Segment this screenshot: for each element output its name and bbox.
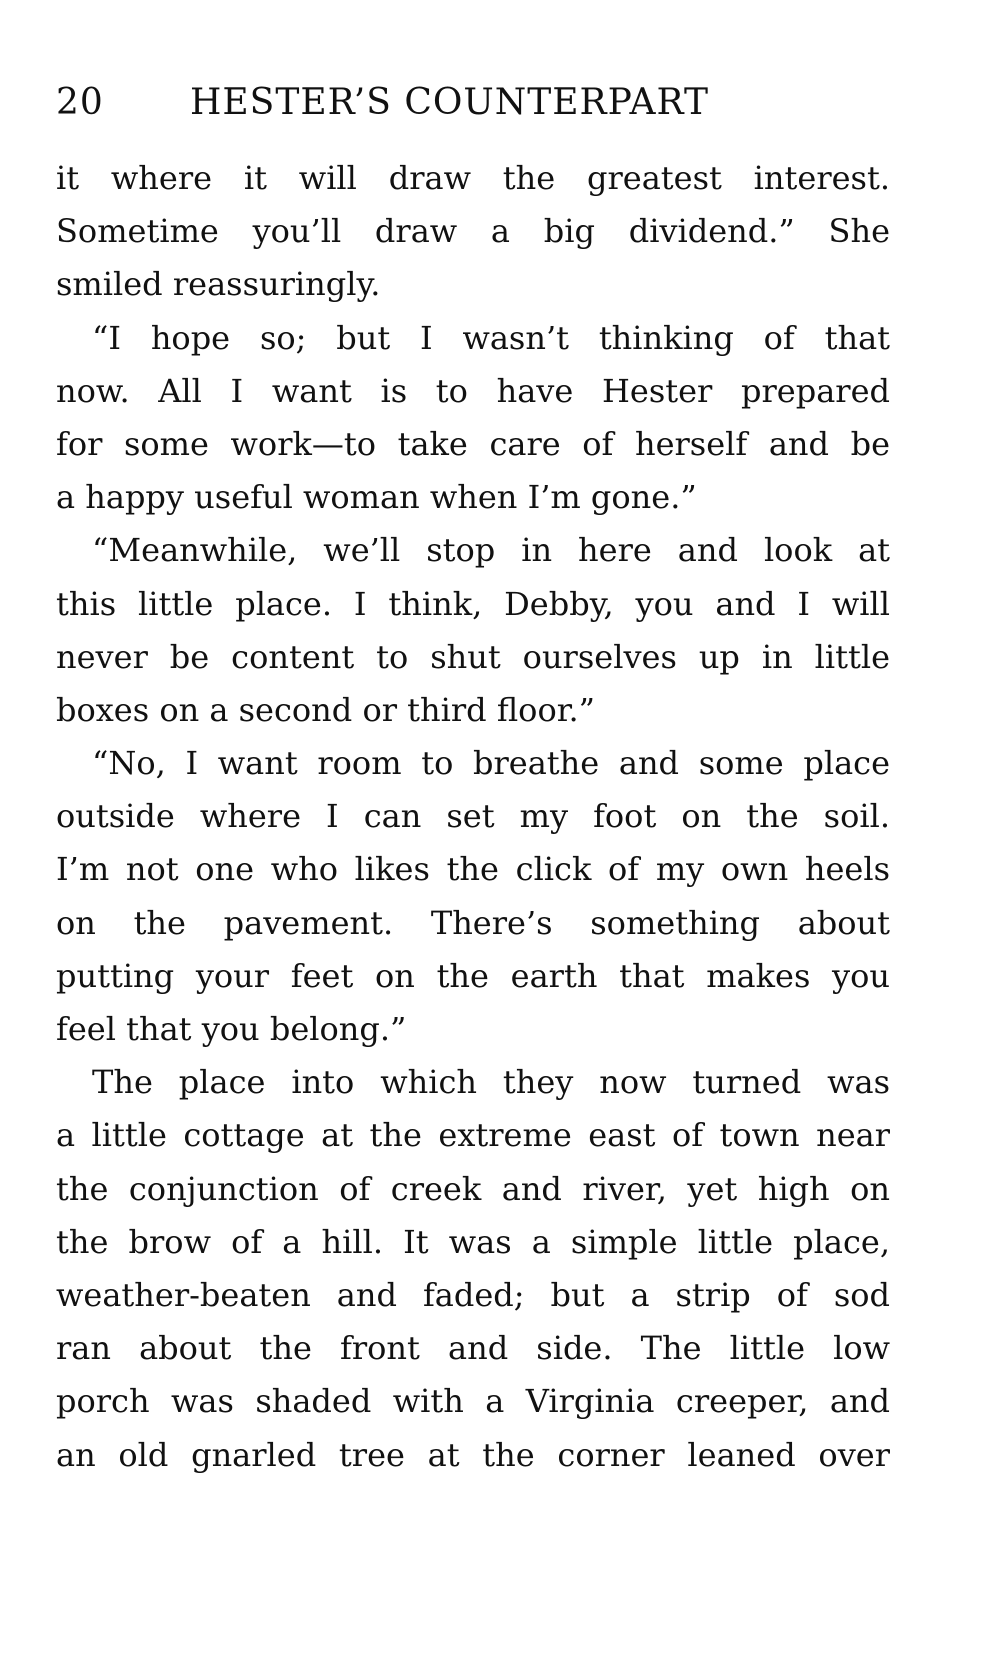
text-line: putting your feet on the earth that makes you bbox=[56, 956, 890, 995]
text-line: never be content to shut ourselves up in little bbox=[56, 637, 890, 676]
text-line: the conjunction of creek and river, yet high on bbox=[56, 1169, 890, 1208]
text-line: porch was shaded with a Virginia creeper, and bbox=[56, 1382, 890, 1421]
text-line: it where it will draw the greatest interest. bbox=[56, 159, 890, 197]
text-line: smiled reassuringly. bbox=[56, 265, 381, 304]
body-text bbox=[56, 152, 890, 1482]
text-line: this little place. I think, Debby, you and I will bbox=[56, 584, 890, 623]
text-line: weather-beaten and faded; but a strip of sod bbox=[56, 1275, 890, 1314]
running-title: HESTER’S COUNTERPART bbox=[190, 82, 710, 123]
text-line: “No, I want room to breathe and some place bbox=[92, 744, 890, 783]
text-line: now. All I want is to have Hester prepared bbox=[56, 371, 890, 410]
text-line: The place into which they now turned was bbox=[92, 1063, 890, 1102]
page-header bbox=[56, 78, 896, 128]
text-line: for some work—to take care of herself and be bbox=[56, 424, 890, 463]
text-line: an old gnarled tree at the corner leaned over bbox=[56, 1435, 890, 1474]
text-line: feel that you belong.” bbox=[56, 1010, 407, 1048]
text-line: I’m not one who likes the click of my own heels bbox=[56, 850, 890, 889]
text-line: a little cottage at the extreme east of town near bbox=[56, 1116, 890, 1155]
text-line: “I hope so; but I wasn’t thinking of that bbox=[92, 318, 890, 357]
text-line: the brow of a hill. It was a simple little place, bbox=[56, 1222, 890, 1261]
text-line: outside where I can set my foot on the soil. bbox=[56, 797, 890, 836]
text-line: on the pavement. There’s something about bbox=[56, 903, 890, 942]
text-line: Sometime you’ll draw a big dividend.” She bbox=[56, 212, 890, 251]
text-line: a happy useful woman when I’m gone.” bbox=[56, 478, 697, 517]
text-line: boxes on a second or third floor.” bbox=[56, 690, 596, 729]
text-line: ran about the front and side. The little low bbox=[56, 1329, 890, 1368]
text-line: “Meanwhile, we’ll stop in here and look at bbox=[92, 531, 890, 570]
page-number: 20 bbox=[56, 82, 104, 123]
